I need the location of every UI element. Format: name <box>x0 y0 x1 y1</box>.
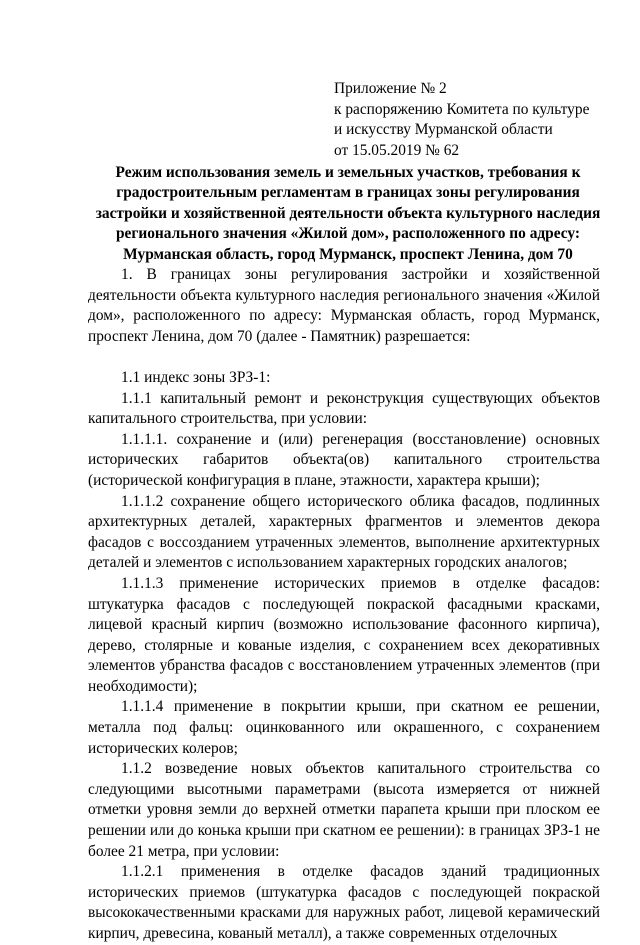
title-line: Мурманская область, город Мурманск, проспект Ленина, дом 70 <box>123 245 573 263</box>
appendix-number: Приложение № 2 <box>334 80 447 97</box>
document-body <box>88 265 600 945</box>
title-line: градостроительным регламентам в границах зоны регулирования <box>116 184 580 202</box>
appendix-date-line: от 15.05.2019 № 62 <box>334 141 460 159</box>
paragraph-1-1-1-3: 1.1.1.3 применение исторических приемов в отделке фасадов: штукатурка фасадов с последующей покраской фасадными красками, лицевой красный кирпич (возможно использование фасонного кирпича), дерево, столярные и кованые изделия, с сохранением всех декоративных элементов убранства фасадов с восстановлением утраченных элементов (при необходимости); <box>88 574 600 695</box>
title-line: застройки и хозяйственной деятельности объекта культурного наследия <box>95 204 601 222</box>
document-title <box>88 163 608 265</box>
title-line: Режим использования земель и земельных участков, требования к <box>115 164 581 181</box>
paragraph-1-1-2-1: 1.1.2.1 применения в отделке фасадов зданий традиционных исторических приемов (штукатурка фасадов с последующей покраской высококачественными красками для наружных работ, лицевой керамический кирпич, древесина, кованый металл), а также современных отделочных <box>88 863 600 942</box>
paragraph-1-1-1-1: 1.1.1.1. сохранение и (или) регенерация (восстановление) основных исторических габаритов объекта(ов) капитального строительства (исторической конфигурация в плане, этажности, характера крыши); <box>88 430 600 489</box>
paragraph-1-1-1: 1.1.1 капитальный ремонт и реконструкция существующих объектов капитального строительства, при условии: <box>88 389 600 428</box>
paragraph-1-1: 1.1 индекс зоны ЗРЗ-1: <box>121 368 271 386</box>
paragraph-1-1-1-4: 1.1.1.4 применение в покрытии крыши, при скатном ее решении, металла под фальц: оцинкованного или окрашенного, с сохранением исторических колеров; <box>88 698 600 757</box>
paragraph-1-1-1-2: 1.1.1.2 сохранение общего исторического облика фасадов, подлинных архитектурных деталей, характерных фрагментов и элементов декора фасадов с воссозданием утраченных элементов, выполнение архитектурных деталей и элементов с использованием характерных городских аналогов; <box>88 492 600 572</box>
paragraph-1: 1. В границах зоны регулирования застройки и хозяйственной деятельности объекта культурного наследия регионального значения «Жилой дом», расположенного по адресу: Мурманская область, город Мурманск, проспект Ленина, дом 70 (далее - Памятник) разрешается: <box>88 266 600 345</box>
paragraph-spacer <box>88 347 600 368</box>
paragraph-1-1-2: 1.1.2 возведение новых объектов капитального строительства со следующими высотными параметрами (высота измеряется от нижней отметки уровня земли до верхней отметки парапета крыши при плоском ее решении или до конька крыши при скатном ее решении): в границах ЗРЗ-1 не более 21 метра, при условии: <box>88 760 600 860</box>
appendix-authority-line: и искусству Мурманской области <box>334 121 553 139</box>
appendix-header <box>334 79 624 161</box>
title-line: регионального значения «Жилой дом», расположенного по адресу: <box>115 225 581 243</box>
appendix-order-line: к распоряжению Комитета по культуре <box>334 100 590 118</box>
